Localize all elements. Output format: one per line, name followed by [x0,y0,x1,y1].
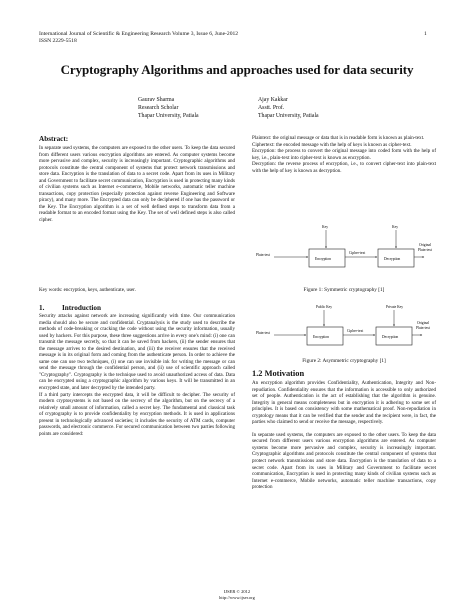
author-name: Gaurav Sharma [138,97,175,103]
definition-ciphertext: Ciphertext: the encoded message with the help of keys is known as cipher-text. [252,141,412,148]
introduction-paragraph-2: If a third party intercepts the encrypted data, it will be difficult to decipher. The security of modern cryptosystems is not based on the secrecy of the algorithm, but on the secrecy of a relatively small amount of information, called a secret key. The fundamental and classical task of cryptography is to provide confidentiality by encryption methods. It is used in applications present in technologically advanced societies; it includes the security of ATM cards, computer passwords, and electronic commerce. For secured communication between two parties following points are considered: [39,391,235,437]
figure-1-decryption-label: Decryption [384,257,401,261]
footer-copyright: IJSER © 2012 [223,589,251,594]
figure-2-plaintext-in: Plain-text [256,331,270,335]
figure-1-key-left: Key [322,225,328,229]
figure-1-key-right: Key [392,225,398,229]
motivation-paragraph-1: An encryption algorithm provides Confidentiality, Authentication, Integrity and Non-repudiation. Confidentiality ensures that the information is accessible to only authorized set of people. Authentication is the act of establishing that the algorithm is genuine. Integrity in general means completeness but in encryption it is adhering to some set of principles. It is based on consistency with some mathematical proof. Non-repudiation in cryptology means that it can be verified that the sender and the recipient were, in fact, the parties who claimed to send or receive the message, respectively. [252,380,436,426]
author-affiliation: Thapar University, Patiala [138,113,199,119]
definitions [252,135,436,174]
figure-1-encryption-label: Encryption [315,257,331,261]
figure-2-asymmetric-diagram [252,300,436,356]
definition-encryption: Encryption: the process to convert the original message into coded form with the help of key, i.e., plain-text into cipher-text is known as encryption. [252,148,436,161]
journal-header: International Journal of Scientific & Engineering Research Volume 3, Issue 6, June-2012 [39,31,239,37]
definition-plaintext: Plaintext: the original message or data that is in readable form is known as plain-text. [252,135,425,141]
section-number: 1. [39,304,45,312]
figure-2-ciphertext-label: Cipher-text [347,329,364,333]
keywords: Key words: encryption, keys, authenticate, user. [39,287,136,293]
figure-1-symmetric-diagram [252,220,436,280]
figure-2-encryption-label: Encryption [313,335,329,339]
figure-2-decryption-label: Decryption [382,335,399,339]
section-title: Introduction [61,304,101,312]
figure-1-plaintext-out-2: Plain-text [418,248,432,252]
figure-1-plaintext-out-1: Original [419,243,431,247]
figure-1-ciphertext-label: Cipher-text [349,251,366,255]
motivation-heading: 1.2 Motivation [252,369,305,378]
author-block-2 [258,96,319,120]
abstract-paragraph: In separate used systems, the computers are exposed to the other users. To keep the data secured from different users various encryption algorithms are entered. As computer systems become more pervasive and complex, security is increasingly important. Cryptographic algorithms and protocols constitute the central component of systems that protect network transmissions and store data. Encryption is the translation of data to a secret code. Apart from its uses in Military and Government to facilitate secret communication, Encryption is used in protecting many kinds of civilian systems such as Internet e-commerce, Mobile networks, automatic teller machine transactions, copy protection (especially protection against reverse Engineering and Software piracy), and many more. The Encrypted data can only be deciphered if one has the password or the Key. The Encryption algorithm is a set of well defined steps to transform data from a readable format to an encoded format using the Key. The set of well defined steps is also called cipher. [39,145,235,224]
definition-decryption: Decryption: the reverse process of encryption, i.e., to convert cipher-text into plain-text with the help of key is known as decryption. [252,161,436,174]
introduction-text [39,313,235,437]
page-number: 1 [424,31,427,37]
abstract-heading: Abstract: [39,135,69,143]
paper-title: Cryptography Algorithms and approaches used for data security [60,62,414,77]
figure-2-caption: Figure 2: Asymmetric cryptography [1] [302,358,386,364]
author-block-1 [138,96,199,120]
issn: ISSN 2229-5518 [39,38,77,44]
author-role: Asstt. Prof. [258,105,285,111]
motivation-text [252,380,436,491]
figure-2-plaintext-out-2: Plain-text [416,326,430,330]
motivation-paragraph-2: In separate used systems, the computers are exposed to the other users. To keep the data secured from different users various encryption algorithms are entered. As computer systems become more pervasive and complex, security is increasingly important. Cryptographic algorithms and protocols constitute the central component of systems that protect network transmissions and store data. Encryption is the translation of data to a secret code. Apart from its uses in Military and Government to facilitate secret communication, Encryption is used in protecting many kinds of civilian systems such as Internet e-commerce, Mobile networks, automatic teller machine transactions, copy protection [252,431,436,491]
figure-2-private-key: Private Key [386,305,404,309]
author-role: Research Scholar [138,105,179,111]
footer-url: http://www.ijser.org [219,595,255,600]
figure-2-plaintext-out-1: Original [417,321,429,325]
introduction-heading [39,304,235,313]
figure-1-plaintext-in: Plain-text [256,253,270,257]
author-name: Ajay Kakkar [258,97,288,103]
introduction-paragraph-1: Security attacks against network are increasing significantly with time. Our communication media should also be secure and confidential. Cryptanalysis is the study used to describe the methods of code-breaking or cracking the code without using the security information, usually used by hackers. For this purpose, these three suggestions arrive in every one's mind: (i) one can transmit the message secretly, so that it can be saved from hackers, (ii) the sender ensures that the message arrives to the desired destination, and (iii) the receiver ensures that the received message is in its original form and coming from the authenticate person. In order to achieve the same one can use two techniques, (i) one can use invisible ink for writing the message or can send the message through the confidential person, and (ii) use of scientific approach called "Cryptography". Cryptography is the technique used to avoid unauthorized access of data. Data can be encrypted using a cryptographic algorithm by various keys. It will be transmitted in an encrypted state, and later decrypted by the intended party. [39,313,235,392]
figure-2-public-key: Public Key [316,305,333,309]
abstract-text [39,145,235,224]
author-affiliation: Thapar University, Patiala [258,113,319,119]
figure-1-caption: Figure 1: Symmetric cryptography [1] [303,287,385,293]
